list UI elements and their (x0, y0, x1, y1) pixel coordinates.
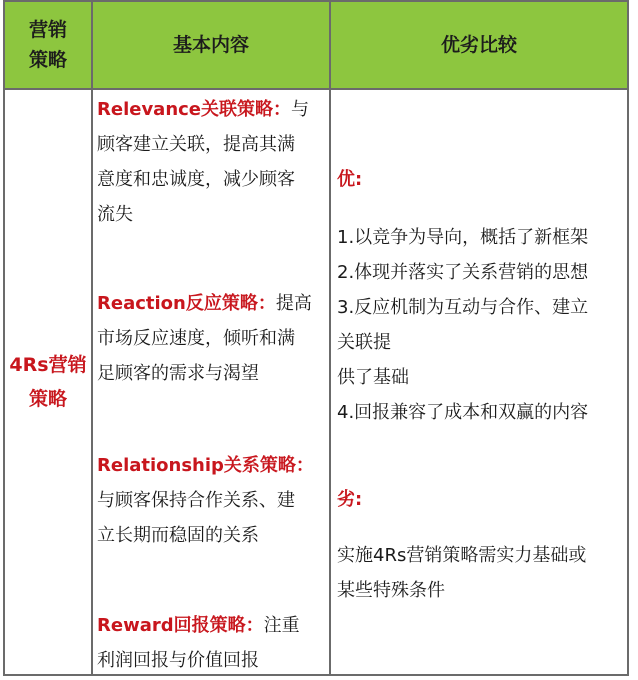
strategy-item-reward (97, 608, 329, 678)
reward-text-1: 注重 (263, 615, 300, 636)
advantage-item-1: 1.以竞争为导向，概括了新框架 (337, 227, 589, 248)
relevance-text-1: 与 (291, 99, 310, 120)
header-strategy-line2: 策略 (28, 49, 67, 71)
header-strategy (5, 2, 91, 88)
column-divider-2 (329, 2, 331, 674)
advantage-item-6: 4.回报兼容了成本和双赢的内容 (337, 402, 589, 423)
disadvantage-item-2: 某些特殊条件 (337, 580, 445, 601)
advantage-label: 优: (337, 169, 363, 190)
strategy-name-cell (5, 90, 91, 674)
advantages-list (337, 220, 627, 430)
header-content: 基本内容 (172, 34, 249, 56)
advantage-item-3: 3.反应机制为互动与合作、建立 (337, 297, 589, 318)
relationship-title: Relationship关系策略： (97, 455, 314, 476)
relevance-text-4: 流失 (97, 204, 133, 225)
reaction-text-3: 足顾客的需求与渴望 (97, 363, 259, 384)
strategy-item-relevance (97, 92, 329, 232)
header-comparison: 优劣比较 (440, 34, 517, 56)
strategy-name-line1: 4Rs营销 (9, 354, 87, 376)
advantage-item-4: 关联提 (337, 332, 391, 353)
header-strategy-line1: 营销 (28, 19, 67, 41)
reward-text-2: 利润回报与价值回报 (97, 650, 259, 671)
reward-title: Reward回报策略： (97, 615, 264, 636)
disadvantage-item-1: 实施4Rs营销策略需实力基础或 (337, 545, 587, 566)
strategy-name-line2: 策略 (28, 388, 67, 410)
column-divider-1 (91, 2, 93, 674)
advantage-item-5: 供了基础 (337, 367, 409, 388)
reaction-title: Reaction反应策略： (97, 293, 276, 314)
comparison-table (3, 0, 629, 676)
disadvantage-label: 劣: (337, 489, 363, 510)
relevance-text-2: 顾客建立关联，提高其满 (97, 134, 295, 155)
reaction-text-2: 市场反应速度，倾听和满 (97, 328, 295, 349)
relationship-text-3: 立长期而稳固的关系 (97, 525, 259, 546)
strategy-item-reaction (97, 286, 329, 391)
disadvantages-block (337, 482, 627, 517)
reaction-text-1: 提高 (275, 293, 312, 314)
advantages-block (337, 162, 627, 197)
relevance-text-3: 意度和忠诚度，减少顾客 (97, 169, 295, 190)
advantage-item-2: 2.体现并落实了关系营销的思想 (337, 262, 589, 283)
strategy-item-relationship (97, 448, 329, 553)
relevance-title: Relevance关联策略： (97, 99, 292, 120)
relationship-text-2: 与顾客保持合作关系、建 (97, 490, 295, 511)
disadvantages-list (337, 538, 627, 608)
